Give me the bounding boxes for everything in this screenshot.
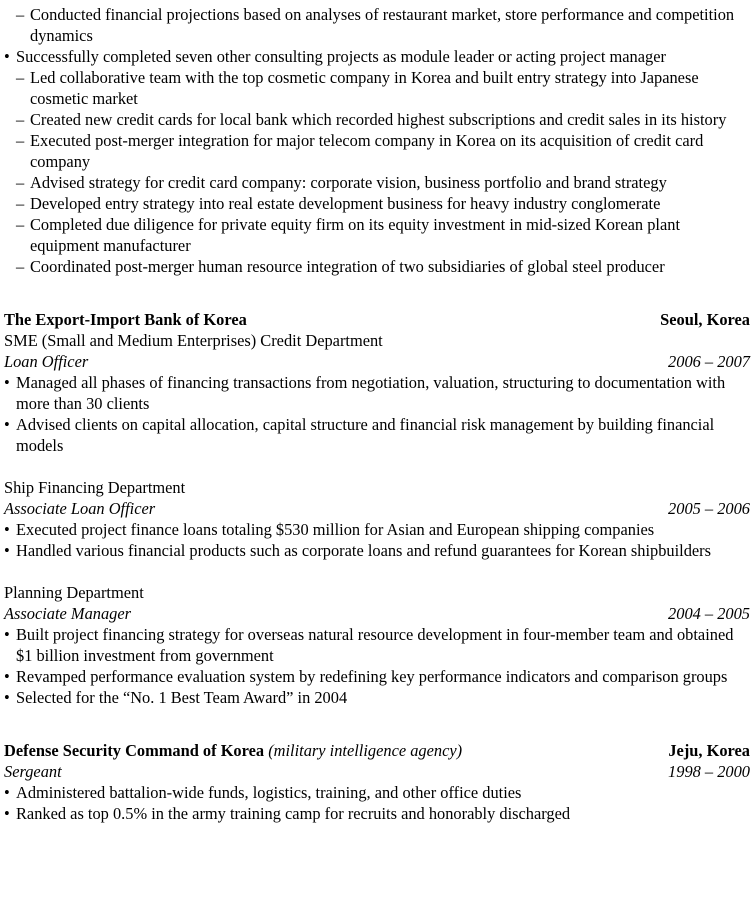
section-spacer — [4, 708, 750, 740]
bullet-item: • Handled various financial products such as corporate loans and refund guarantees for Korean shipbuilders — [4, 540, 750, 561]
sub-bullet-item: – Conducted financial projections based on analyses of restaurant market, store performance and competition dynamics — [4, 4, 750, 46]
sub-bullet-item: – Developed entry strategy into real estate development business for heavy industry conglomerate — [4, 193, 750, 214]
sub-bullet-item: – Coordinated post-merger human resource integration of two subsidiaries of global steel producer — [4, 256, 750, 277]
exim-section — [4, 309, 750, 708]
position-dates: 2006 – 2007 — [668, 352, 750, 371]
department-name: SME (Small and Medium Enterprises) Credit Department — [4, 331, 383, 350]
employer-name: Defense Security Command of Korea — [4, 741, 265, 760]
bullet-item: • Selected for the “No. 1 Best Team Award” in 2004 — [4, 687, 750, 708]
section-spacer — [4, 277, 750, 309]
position-title: Associate Loan Officer — [4, 499, 156, 518]
position-row — [4, 351, 750, 372]
position-dates: 2004 – 2005 — [668, 604, 750, 623]
department-block — [4, 582, 750, 708]
bullet-item: • Built project financing strategy for overseas natural resource development in four-member team and obtained $1 billion investment from government — [4, 624, 750, 666]
sub-bullet-item: – Completed due diligence for private equity firm on its equity investment in mid-sized Korean plant equipment manufacturer — [4, 214, 750, 256]
consulting-section — [4, 4, 750, 277]
bullet-item: • Ranked as top 0.5% in the army training camp for recruits and honorably discharged — [4, 803, 750, 824]
employer-row — [4, 740, 750, 761]
spacer — [4, 561, 750, 582]
employer-row — [4, 309, 750, 330]
position-dates: 1998 – 2000 — [668, 762, 750, 781]
bullet-item: • Successfully completed seven other consulting projects as module leader or acting project manager — [4, 46, 750, 67]
employer-name: The Export-Import Bank of Korea — [4, 310, 247, 329]
bullet-item: • Executed project finance loans totaling $530 million for Asian and European shipping companies — [4, 519, 750, 540]
position-title: Sergeant — [4, 762, 62, 781]
department-block — [4, 330, 750, 456]
dsc-section — [4, 740, 750, 824]
sub-bullet-item: – Executed post-merger integration for major telecom company in Korea on its acquisition of credit card company — [4, 130, 750, 172]
sub-bullet-item: – Led collaborative team with the top cosmetic company in Korea and built entry strategy into Japanese cosmetic market — [4, 67, 750, 109]
department-block — [4, 477, 750, 561]
position-row — [4, 761, 750, 782]
department-name: Ship Financing Department — [4, 478, 186, 497]
employer-note: (military intelligence agency) — [268, 741, 463, 760]
position-title: Associate Manager — [4, 604, 132, 623]
position-row — [4, 603, 750, 624]
sub-bullet-item: – Created new credit cards for local bank which recorded highest subscriptions and credit sales in its history — [4, 109, 750, 130]
resume-page — [4, 4, 750, 824]
spacer — [4, 456, 750, 477]
position-title: Loan Officer — [4, 352, 89, 371]
position-row — [4, 498, 750, 519]
bullet-item: • Managed all phases of financing transactions from negotiation, valuation, structuring to documentation with more than 30 clients — [4, 372, 750, 414]
sub-bullet-item: – Advised strategy for credit card company: corporate vision, business portfolio and brand strategy — [4, 172, 750, 193]
employer-location: Jeju, Korea — [668, 741, 750, 760]
employer-location: Seoul, Korea — [660, 310, 750, 329]
department-name: Planning Department — [4, 583, 144, 602]
bullet-item: • Revamped performance evaluation system by redefining key performance indicators and comparison groups — [4, 666, 750, 687]
bullet-item: • Administered battalion-wide funds, logistics, training, and other office duties — [4, 782, 750, 803]
position-dates: 2005 – 2006 — [668, 499, 750, 518]
employer-heading — [4, 740, 462, 761]
bullet-item: • Advised clients on capital allocation, capital structure and financial risk management by building financial models — [4, 414, 750, 456]
